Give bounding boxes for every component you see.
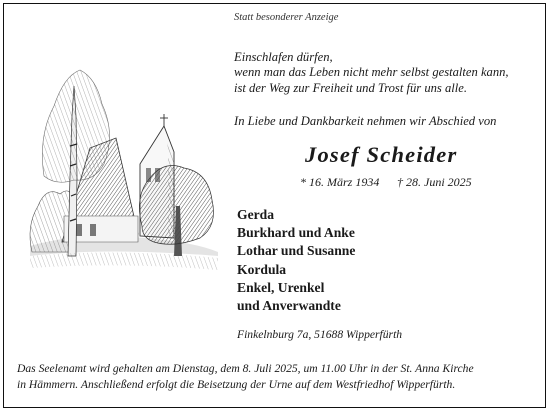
verse-block [234,50,509,96]
header-label: Statt besonderer Anzeige [234,12,339,23]
family-list [237,206,355,315]
service-notice [17,361,474,392]
verse-line: wenn man das Leben nicht mehr selbst gestalten kann, [234,65,509,80]
family-member: Lothar und Susanne [237,243,356,259]
family-member: Burkhard und Anke [237,225,355,241]
death-date: † 28. Juni 2025 [397,175,472,189]
family-member: Kordula [237,261,287,277]
family-member: Gerda [237,207,274,222]
address: Finkelnburg 7a, 51688 Wipperfürth [237,328,403,341]
verse-line: Einschlafen dürfen, [234,50,333,64]
farewell-intro: In Liebe und Dankbarkeit nehmen wir Abschied von [234,114,497,128]
notice-line: Das Seelenamt wird gehalten am Dienstag, dem 8. Juli 2025, um 11.00 Uhr in der St. Anna Kirche [17,362,474,375]
verse-line: ist der Weg zur Freiheit und Trost für uns alle. [234,80,467,95]
family-member: und Anverwandte [237,298,341,314]
birth-date: * 16. März 1934 [300,175,380,189]
deceased-name: Josef Scheider [305,142,458,167]
notice-line: in Hämmern. Anschließend erfolgt die Beisetzung der Urne auf dem Westfriedhof Wipperfürth. [17,377,456,391]
family-member: Enkel, Urenkel [237,279,325,295]
church-sketch-illustration [24,56,220,300]
